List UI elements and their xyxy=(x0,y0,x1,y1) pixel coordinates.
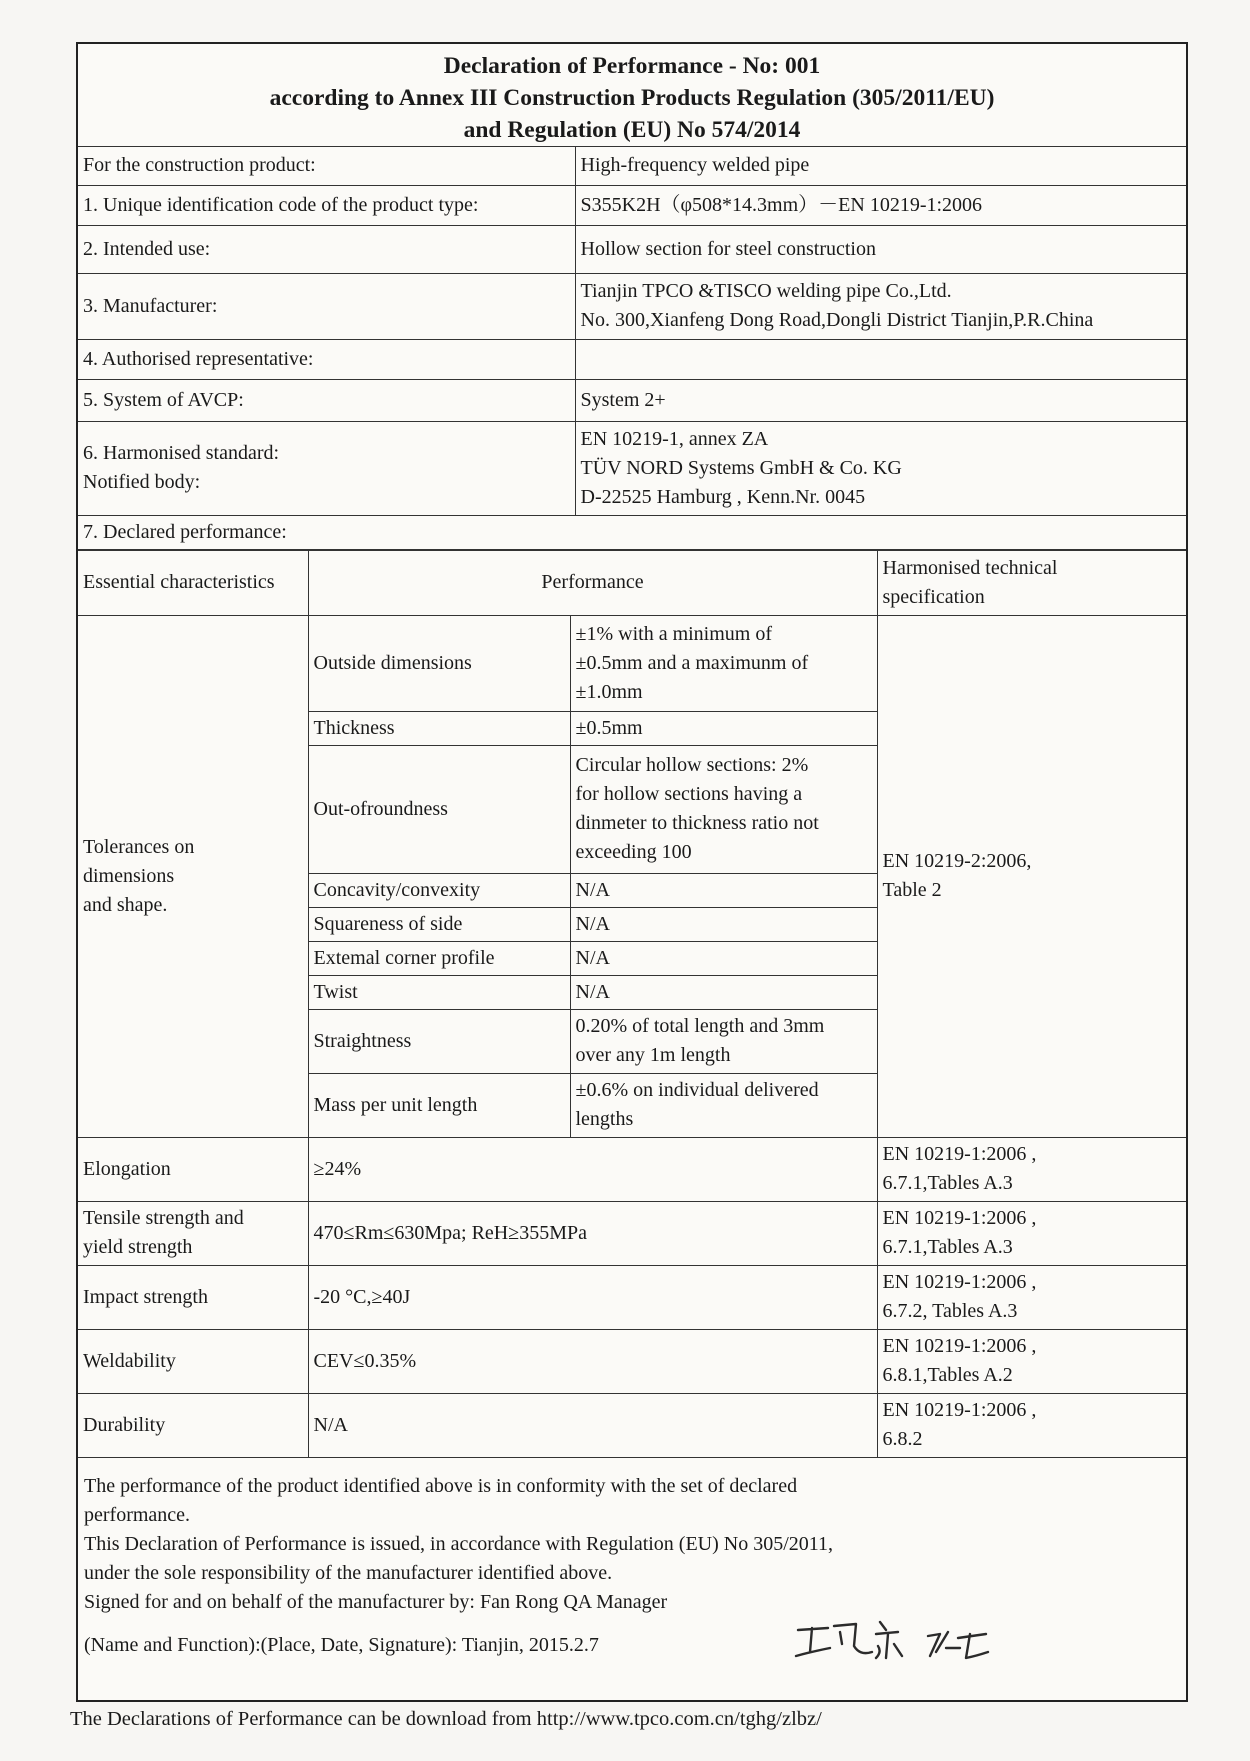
characteristic-name: Outside dimensions xyxy=(308,615,570,711)
performance-value: -20 °C,≥40J xyxy=(308,1265,877,1329)
row-label: 5. System of AVCP: xyxy=(78,379,575,421)
characteristic-name: Concavity/convexity xyxy=(308,873,570,907)
row-label: 2. Intended use: xyxy=(78,225,575,273)
title-line-3: and Regulation (EU) No 574/2014 xyxy=(463,117,801,143)
value-line: Circular hollow sections: 2% xyxy=(575,754,809,776)
value-line: dinmeter to thickness ratio not xyxy=(575,812,819,834)
hts-line-2: specification xyxy=(882,585,985,608)
download-footer: The Declarations of Performance can be download from http://www.tpco.com.cn/tghg/zlbz/ xyxy=(70,1708,822,1730)
row-label: 4. Authorised representative: xyxy=(78,339,575,379)
row-label: For the construction product: xyxy=(78,147,575,185)
spec-line: EN 10219-1:2006 , xyxy=(882,1207,1037,1229)
row-value xyxy=(575,421,1186,515)
tolerances-spec xyxy=(877,615,1186,1137)
value-line: over any 1m length xyxy=(575,1044,731,1066)
row-value: High-frequency welded pipe xyxy=(575,147,1186,185)
table-header-row xyxy=(78,550,1186,615)
spec-line: EN 10219-1:2006 , xyxy=(882,1399,1037,1421)
label-line: Tensile strength and xyxy=(83,1207,244,1229)
spec-line: EN 10219-1:2006 , xyxy=(882,1335,1037,1357)
manufacturer-address: No. 300,Xianfeng Dong Road,Dongli District Tianjin,P.R.China xyxy=(580,309,1094,331)
value-line: ±0.6% on individual delivered xyxy=(575,1079,819,1101)
table-row xyxy=(78,379,1186,421)
characteristic-name: Mass per unit length xyxy=(308,1073,570,1137)
characteristic-label xyxy=(78,1201,308,1265)
header-hts xyxy=(877,550,1186,615)
characteristic-name: Thickness xyxy=(308,711,570,745)
label-line: dimensions xyxy=(83,864,175,887)
sign-place-date-row xyxy=(84,1631,1180,1660)
signed-by-line: Signed for and on behalf of the manufacturer by: Fan Rong QA Manager xyxy=(84,1590,668,1613)
characteristic-label: Impact strength xyxy=(78,1265,308,1329)
characteristic-value: ±0.5mm xyxy=(570,711,877,745)
value-line: ±1% with a minimum of xyxy=(575,622,773,645)
row-value xyxy=(575,273,1186,339)
spec-line: Table 2 xyxy=(882,879,942,901)
row-value: Hollow section for steel construction xyxy=(575,225,1186,273)
table-row xyxy=(78,1201,1186,1265)
row-value: S355K2H（φ508*14.3mm）－EN 10219-1:2006 xyxy=(575,185,1186,225)
manufacturer-name: Tianjin TPCO &TISCO welding pipe Co.,Ltd. xyxy=(580,280,952,302)
value-line: ±1.0mm xyxy=(575,680,643,703)
harmonised-standard-value: EN 10219-1, annex ZA xyxy=(580,427,769,450)
performance-value: N/A xyxy=(308,1393,877,1457)
spec-value xyxy=(877,1329,1186,1393)
characteristic-name: Twist xyxy=(308,975,570,1009)
spec-value xyxy=(877,1201,1186,1265)
note-line: The performance of the product identified above is in conformity with the set of declared xyxy=(84,1474,798,1497)
product-info-table xyxy=(78,147,1186,550)
spec-value xyxy=(877,1265,1186,1329)
note-line: This Declaration of Performance is issued, in accordance with Regulation (EU) No 305/2011, xyxy=(84,1532,834,1555)
row-label xyxy=(78,421,575,515)
characteristic-name: Straightness xyxy=(308,1009,570,1073)
spec-line: EN 10219-2:2006, xyxy=(882,850,1032,872)
table-row xyxy=(78,147,1186,185)
value-line: lengths xyxy=(575,1108,634,1130)
table-row xyxy=(78,225,1186,273)
note-line: performance. xyxy=(84,1503,191,1526)
characteristic-value: N/A xyxy=(570,873,877,907)
performance-value: 470≤Rm≤630Mpa; ReH≥355MPa xyxy=(308,1201,877,1265)
harmonised-standard-label: 6. Harmonised standard: xyxy=(83,442,280,464)
spec-value xyxy=(877,1393,1186,1457)
performance-value: ≥24% xyxy=(308,1137,877,1201)
table-row xyxy=(78,339,1186,379)
value-line: for hollow sections having a xyxy=(575,783,803,805)
spec-value xyxy=(877,1137,1186,1201)
spec-line: 6.7.2, Tables A.3 xyxy=(882,1300,1018,1322)
notified-body-name: TÜV NORD Systems GmbH & Co. KG xyxy=(580,456,902,479)
table-row xyxy=(78,1393,1186,1457)
notified-body-address: D-22525 Hamburg , Kenn.Nr. 0045 xyxy=(580,485,866,508)
table-row xyxy=(78,1137,1186,1201)
characteristic-name: Squareness of side xyxy=(308,907,570,941)
characteristic-label: Elongation xyxy=(78,1137,308,1201)
characteristic-name: Extemal corner profile xyxy=(308,941,570,975)
label-line: Tolerances on xyxy=(83,835,195,858)
conformity-notes xyxy=(78,1458,1186,1660)
characteristic-value xyxy=(570,615,877,711)
label-line: yield strength xyxy=(83,1236,193,1258)
characteristic-value: N/A xyxy=(570,975,877,1009)
characteristic-value: N/A xyxy=(570,941,877,975)
spec-line: EN 10219-1:2006 , xyxy=(882,1271,1037,1293)
table-row xyxy=(78,1265,1186,1329)
note-line: under the sole responsibility of the manufacturer identified above. xyxy=(84,1561,613,1584)
header-essential: Essential characteristics xyxy=(78,550,308,615)
table-row xyxy=(78,185,1186,225)
row-value: System 2+ xyxy=(575,379,1186,421)
row-value xyxy=(575,339,1186,379)
table-row xyxy=(78,1329,1186,1393)
declared-performance-label: 7. Declared performance: xyxy=(78,515,1186,549)
value-line: ±0.5mm and a maximunm of xyxy=(575,651,809,674)
row-label: 3. Manufacturer: xyxy=(78,273,575,339)
spec-line: 6.7.1,Tables A.3 xyxy=(882,1236,1013,1258)
notified-body-label: Notified body: xyxy=(83,471,201,493)
characteristic-name: Out-ofroundness xyxy=(308,745,570,873)
table-row xyxy=(78,515,1186,549)
row-label: 1. Unique identification code of the product type: xyxy=(78,185,575,225)
declaration-document xyxy=(76,42,1188,1702)
title-line-2: according to Annex III Construction Products Regulation (305/2011/EU) xyxy=(269,85,995,111)
characteristic-value xyxy=(570,1009,877,1073)
spec-line: 6.7.1,Tables A.3 xyxy=(882,1172,1013,1194)
table-row xyxy=(78,615,1186,711)
characteristic-value xyxy=(570,745,877,873)
performance-value: CEV≤0.35% xyxy=(308,1329,877,1393)
document-title xyxy=(78,44,1186,147)
characteristic-label: Weldability xyxy=(78,1329,308,1393)
title-line-1: Declaration of Performance - No: 001 xyxy=(443,53,821,79)
table-row xyxy=(78,421,1186,515)
value-line: 0.20% of total length and 3mm xyxy=(575,1015,825,1037)
spec-line: EN 10219-1:2006 , xyxy=(882,1143,1037,1165)
characteristic-value xyxy=(570,1073,877,1137)
header-performance: Performance xyxy=(308,550,877,615)
declared-performance-table xyxy=(78,550,1186,1458)
hts-line-1: Harmonised technical xyxy=(882,556,1058,579)
spec-line: 6.8.2 xyxy=(882,1428,923,1450)
value-line: exceeding 100 xyxy=(575,841,692,863)
label-line: and shape. xyxy=(83,893,168,916)
tolerances-label xyxy=(78,615,308,1137)
characteristic-label: Durability xyxy=(78,1393,308,1457)
spec-line: 6.8.1,Tables A.2 xyxy=(882,1364,1013,1386)
characteristic-value: N/A xyxy=(570,907,877,941)
table-row xyxy=(78,273,1186,339)
sign-place-date: (Name and Function):(Place, Date, Signature): Tianjin, 2015.2.7 xyxy=(84,1633,599,1656)
handwritten-signature xyxy=(790,1612,1010,1672)
